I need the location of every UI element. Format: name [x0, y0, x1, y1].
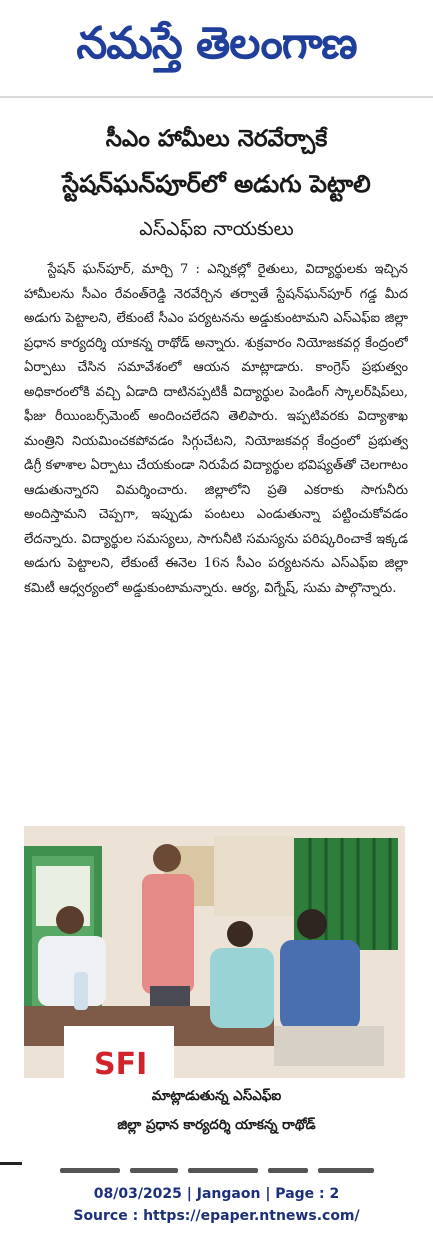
- masthead-divider: [0, 96, 433, 98]
- footer-date-edition-page: 08/03/2025 | Jangaon | Page : 2: [93, 1186, 340, 1202]
- photo-illustration: [24, 826, 405, 1078]
- masthead-title: నమస్తే తెలంగాణ: [76, 18, 357, 69]
- column-marker: [0, 1162, 22, 1165]
- newspaper-masthead: [0, 0, 433, 88]
- subheadline: ఎస్‌ఎఫ్‌ఐ నాయకులు: [139, 218, 294, 240]
- article-photo: [24, 826, 405, 1078]
- photo-caption-line-2: జిల్లా ప్రధాన కార్యదర్శి యాకన్న రాథోడ్: [117, 1117, 316, 1133]
- headline-line-1: సీఎం హామీలు నెరవేర్చాకే: [105, 126, 328, 152]
- headline-line-2: స్టేషన్‌ఘన్‌పూర్‌లో అడుగు పెట్టాలి: [62, 170, 371, 198]
- photo-caption-line-1: మాట్లాడుతున్న ఎస్‌ఎఫ్‌ఐ: [151, 1088, 282, 1104]
- banner-text: SFI: [94, 1047, 148, 1078]
- next-article-cut-off: [60, 1168, 400, 1175]
- article-body: స్టేషన్ ఘన్‌పూర్, మార్చి 7 : ఎన్నికల్లో రైతులు, విద్యార్థులకు ఇచ్చిన హామీలను సీఎం రేవంత్‌రెడ్డి నెరవేర్చిన తర్వాతే స్టేషన్‌ఘన్‌పూర్ గడ్డ మీద అడుగు పెట్టాలని, లేకుంటే సీఎం పర్యటనను అడ్డుకుంటామని ఎస్‌ఎఫ్‌ఐ జిల్లా ప్రధాన కార్యదర్శి యాకన్న రాథోడ్ అన్నారు. శుక్రవారం నియోజకవర్గ కేంద్రంలో ఏర్పాటు చేసిన సమావేశంలో ఆయన మాట్లాడారు. కాంగ్రెస్ ప్రభుత్వం అధికారంలోకి వచ్చి ఏడాది దాటినప్పటికీ విద్యార్థుల పెండింగ్ స్కాలర్‌షిప్‌లు, ఫీజు రీయింబర్స్‌మెంట్ అందించలేదని తెలిపారు. ఇప్పటివరకు విద్యాశాఖ మంత్రిని నియమించకపోవడం సిగ్గుచేటని, నియోజకవర్గ కేంద్రంలో ప్రభుత్వ డిగ్రీ కళాశాల ఏర్పాటు చేయకుండా నిరుపేద విద్యార్థుల భవిష్యత్‌తో చెలగాటం ఆడుతున్నారని విమర్శించారు. జిల్లాలోని ప్రతి ఎకరాకు సాగునీరు అందిస్తామని చెప్పగా, ఇప్పుడు పంటలు ఎండుతున్నా పట్టించుకోవడం లేదన్నారు. విద్యార్థుల సమస్యలు, సాగునీటి సమస్యను పరిష్కరించాకే ఇక్కడ అడుగు పెట్టాలని, లేకుంటే ఈనెల 16న సీఎం పర్యటనను ఎస్‌ఎఫ్‌ఐ జిల్లా కమిటీ ఆధ్వర్యంలో అడ్డుకుంటామన్నారు. ఆర్య, విగ్నేష్, సుమ పాల్గొన్నారు.: [24, 262, 408, 596]
- footer-source-link[interactable]: Source : https://epaper.ntnews.com/: [73, 1208, 360, 1224]
